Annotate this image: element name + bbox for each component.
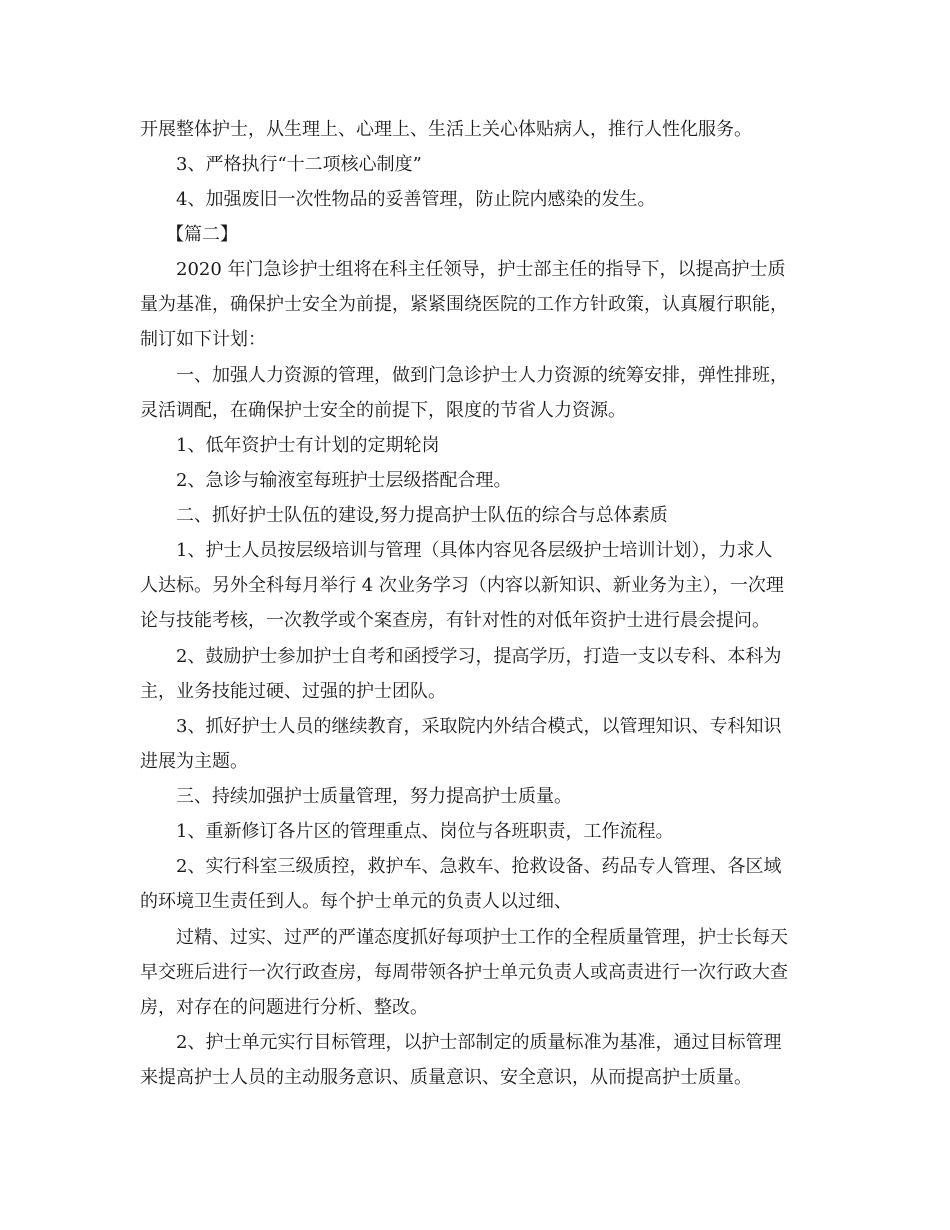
text-line: 房，对存在的问题进行分析、整改。 <box>140 997 428 1018</box>
text-line: 一、加强人力资源的管理，做到门急诊护士人力资源的统筹安排，弹性排班， <box>176 365 788 386</box>
text-line: 来提高护士人员的主动服务意识、质量意识、安全意识，从而提高护士质量。 <box>140 1067 752 1088</box>
text-line: 制订如下计划： <box>140 329 266 350</box>
text-line: 2、急诊与输液室每班护士层级搭配合理。 <box>176 470 512 491</box>
text-line: 进展为主题。 <box>140 751 248 772</box>
text-line: 1、低年资护士有计划的定期轮岗 <box>176 435 440 456</box>
text-line: 早交班后进行一次行政查房，每周带领各护士单元负责人或高责进行一次行政大查 <box>140 962 788 983</box>
text-line: 量为基准，确保护士安全为前提，紧紧围绕医院的工作方针政策，认真履行职能， <box>140 294 788 315</box>
text-line: 2、护士单元实行目标管理，以护士部制定的质量标准为基准，通过目标管理 <box>176 1032 782 1053</box>
text-line: 二、抓好护士队伍的建设,努力提高护士队伍的综合与总体素质 <box>176 505 668 526</box>
text-line: 3、抓好护士人员的继续教育，采取院内外结合模式，以管理知识、专科知识 <box>176 716 782 737</box>
text-line: 三、持续加强护士质量管理，努力提高护士质量。 <box>176 786 572 807</box>
text-line: 灵活调配，在确保护士安全的前提下，限度的节省人力资源。 <box>140 400 626 421</box>
text-line: 主，业务技能过硬、过强的护士团队。 <box>140 681 446 702</box>
text-line: 开展整体护士，从生理上、心理上、生活上关心体贴病人，推行人性化服务。 <box>140 119 752 140</box>
text-line: 2、实行科室三级质控，救护车、急救车、抢救设备、药品专人管理、各区域 <box>176 856 782 877</box>
text-line: 人达标。另外全科每月举行 4 次业务学习（内容以新知识、新业务为主），一次理 <box>140 575 784 596</box>
text-line: 论与技能考核，一次教学或个案查房，有针对性的对低年资护士进行晨会提问。 <box>140 610 770 631</box>
text-line: 2020 年门急诊护士组将在科主任领导，护士部主任的指导下，以提高护士质 <box>176 259 786 280</box>
section-heading: 【篇二】 <box>166 224 238 245</box>
text-line: 4、加强废旧一次性物品的妥善管理，防止院内感染的发生。 <box>176 189 656 210</box>
text-line: 的环境卫生责任到人。每个护士单元的负责人以过细、 <box>140 891 572 912</box>
text-line: 过精、过实、过严的严谨态度抓好每项护士工作的全程质量管理，护士长每天 <box>176 927 788 948</box>
text-line: 1、重新修订各片区的管理重点、岗位与各班职责，工作流程。 <box>176 821 674 842</box>
text-line: 3、严格执行“十二项核心制度” <box>176 154 422 175</box>
text-line: 2、鼓励护士参加护士自考和函授学习，提高学历，打造一支以专科、本科为 <box>176 646 782 667</box>
text-line: 1、护士人员按层级培训与管理（具体内容见各层级护士培训计划），力求人 <box>176 540 773 561</box>
